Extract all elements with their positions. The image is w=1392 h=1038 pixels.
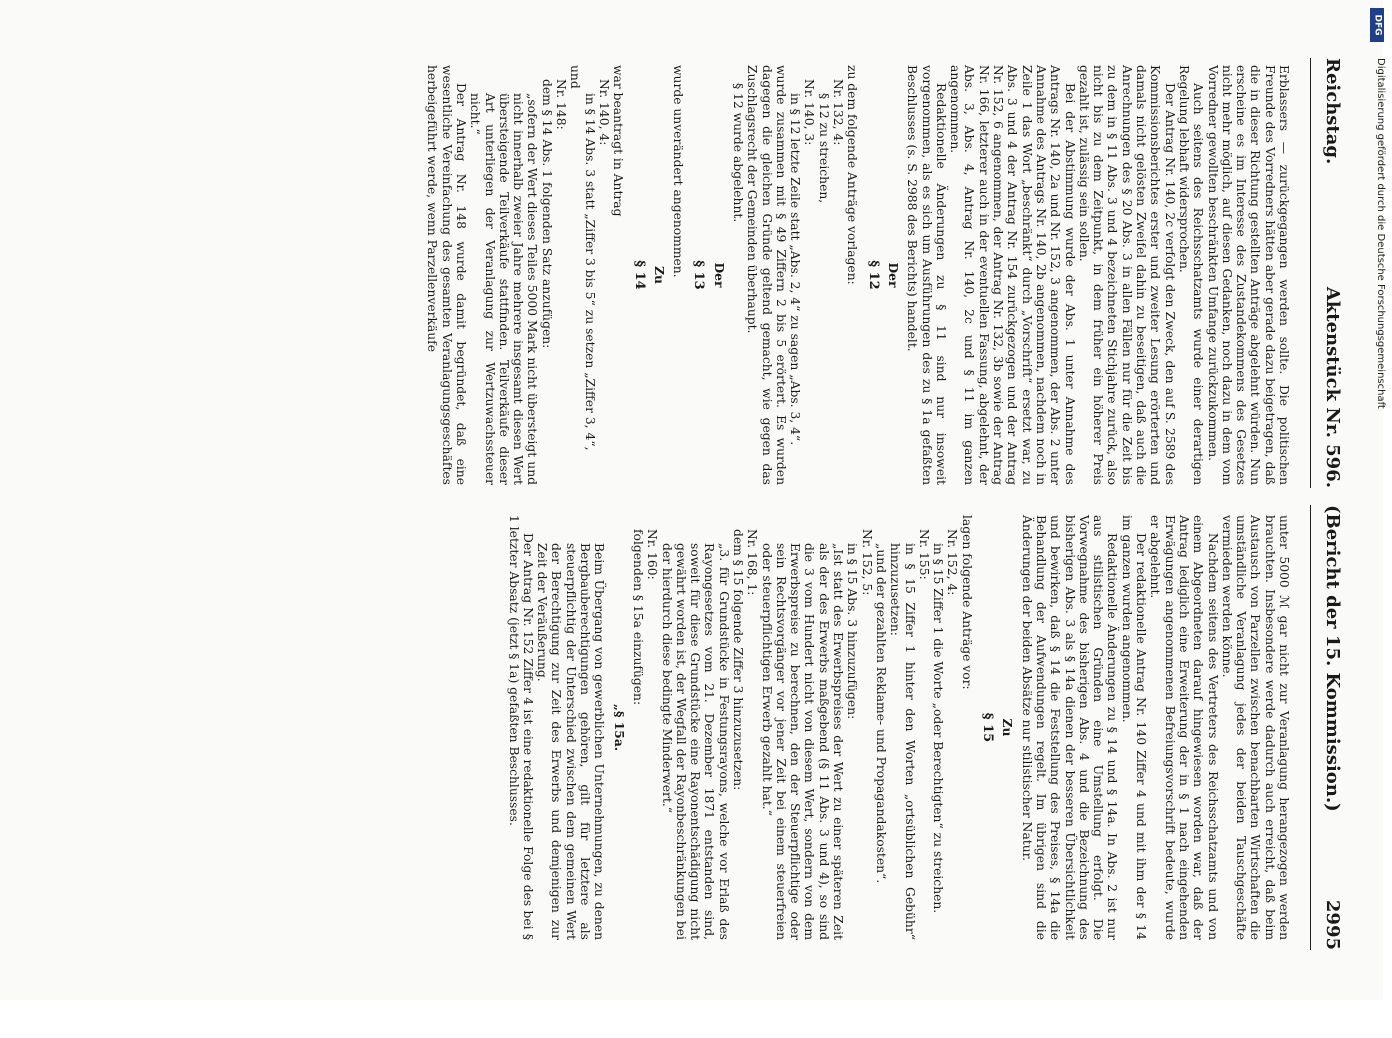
section-intro: Zu [1000, 718, 1016, 737]
digitization-credit [1370, 10, 1392, 990]
motion-number: Nr. 140, 4: [596, 79, 611, 146]
quoted-text: „3. für Grundstücke in Festungsrayons, welche vor Erlaß des Rayongesetzes vom 21. Dezember 1871 entstanden sind, soweit für diese Grundstücke eine Rayonentschädigung nicht gewährt worden ist, der Wegfall der Rayonbeschränkungen bei der hierdurch diese bedingte Minderwert.“ [659, 543, 731, 940]
motion-number: Nr. 132, 4: [831, 79, 846, 146]
dfg-logo-text: DFG [1372, 14, 1383, 36]
page-header-left [1313, 58, 1353, 488]
section-intro: Der [885, 262, 901, 288]
section-heading: § 12 [865, 260, 881, 290]
paragraph: war beantragt in Antrag [611, 65, 626, 217]
quoted-text: Beim Übergang von gewerblichen Unternehmungen, zu denen Bergbauberechtigungen gehören, gilt für letztere als steuerpflichtig der Unterschied zwischen dem gemeinen Wert der Berechtigung zur Zeit des Erwerbs und demjenigen zur Zeit der Veräußerung. [535, 543, 607, 940]
paragraph: Nachdem seitens des Vertreters des Reichsschatzamts und von einem Abgeordneten darauf hingewiesen worden war, daß der Antrag lediglich eine Erweiterung der in § 1 nach eingehenden Erwägungen angenommenen Befreiungsvorschrift bedeute, wurde er abgelehnt. [1148, 515, 1220, 940]
paragraph: Der Antrag Nr. 148 wurde damit begründet, daß eine wesentliche Vereinfachung des gesamten Veranlagungsgeschäftes herbeigeführt werde, wenn Parzellenverkäufe [425, 65, 468, 485]
section-intro: Der [711, 262, 727, 288]
paragraph: unter 5000 ℳ gar nicht zur Veranlagung herangezogen werden brauchten. Insbesondere werde dadurch auch erreicht, daß beim Austausch von Parzellen zwischen benachbarten Wirtschaften die umständliche Veranlagung jedes der beiden Tauschgeschäfte vermieden werden könne. [1219, 515, 1291, 940]
paragraph: Redaktionelle Änderungen zu § 11 sind nur insoweit vorgenommen, als es sich um Ausführungen des zu § 1a gefaßten Beschlusses (s. S. 2988 des Berichts) handelt. [905, 65, 948, 485]
paragraph: Der redaktionelle Antrag Nr. 140 Ziffer 4 und mit ihm der § 14 im ganzen wurden angenommen. [1119, 515, 1149, 940]
header-document-number: Aktenstück Nr. 596. [1322, 286, 1344, 488]
paragraph: wurde unverändert angenommen. [671, 65, 686, 278]
motion-text: § 12 zu streichen, [816, 93, 831, 204]
motion-number: Nr. 140, 3: [802, 79, 817, 146]
motion-number: Nr. 160: [645, 529, 660, 580]
motion-text: in § 15 Ziffer 1 hinter den Worten „ortsüblichen Gebühr“ hinzuzusetzen: [888, 543, 917, 940]
text-column-left [76, 65, 1291, 485]
motion-text: folgenden § 15a einzufügen: [630, 529, 645, 706]
paragraph: Auch seitens des Reichsschatzamts wurde einer derartigen Regelung lebhaft widersprochen. [1176, 65, 1206, 485]
motion-number: Nr. 155: [916, 529, 931, 580]
motion-text: in § 12 letzte Zeile statt „Abs. 2, 4“ zu sagen „Abs. 3, 4“. [788, 93, 803, 446]
page-header-right [1313, 505, 1353, 950]
section-heading: § 15 [980, 712, 996, 743]
section-intro: Zu [651, 266, 667, 284]
header-rule-left [1310, 58, 1311, 488]
paragraph: wurde zusammen mit § 49 Ziffern 2 bis 5 erörtert. Es wurden dagegen die gleichen Gründe geltend gemacht, wie gegen das Zuschlagsrecht der Gemeinden überhaupt. [745, 65, 788, 485]
motion-number: Nr. 152, 4: [945, 529, 960, 596]
text-column-right [76, 515, 1291, 940]
header-report-title: (Bericht der 15. Kommission.) [1322, 505, 1344, 812]
section-heading: „§ 15a. [611, 703, 627, 752]
paragraph: Der Antrag Nr. 140, 2c verfolgt den Zweck, den auf S. 2589 des Kommissionsberichtes erster und zweiter Lesung erörterten und damals nicht gelösten Zweifel dahin zu beseitigen, daß auch die Anrechnungen des § 20 Abs. 3 in allen Fällen nur für die Zeit bis zu dem in § 11 Abs. 3 und 4 bezeichneten Stichjahre zurück, also nicht bis zu dem Zeitpunkt, in dem früher ein höherer Preis gezahlt ist, zulässig sein sollen. [1076, 65, 1177, 485]
page-number: 2995 [1322, 899, 1344, 950]
motion-text: dem § 14 Abs. 1 folgenden Satz anzufügen: [539, 79, 554, 349]
header-publication: Reichstag. [1322, 58, 1344, 165]
credit-text: Digitalisierung gefördert durch die Deutsche Forschungsgemeinschaft [1375, 58, 1386, 409]
motion-text: in § 15 Abs. 3 hinzuzufügen: [845, 543, 860, 720]
paragraph: zu dem folgende Anträge vorlagen: [845, 65, 860, 285]
quoted-text: „sofern der Wert dieses Teiles 5000 Mark nicht übersteigt und nicht innerhalb zweier Jahre mehrere insgesamt diesen Wert übersteigende Teilverkäufe stattfinden. Teilverkäufe dieser Art unterliegen der Veranlagung zur Wertzuwachssteuer nicht.“ [468, 93, 540, 485]
quoted-text: „und der gezahlten Reklame- und Propagandakosten“. [873, 543, 888, 884]
paragraph: Erblassers — zurückgegangen werden sollte. Die politischen Freunde des Vorredners hätten aber gerade dazu beigetragen, daß die in dieser Richtung gestellten Anträge abgelehnt würden. Nun erscheine es im Interesse des Zustandekommens des Gesetzes nicht mehr möglich, auf diesen Gedanken, noch dazu in dem vom Vorredner gewollten beschränkten Umfange zurückzukommen. [1205, 65, 1291, 485]
paragraph: und [568, 65, 583, 89]
paragraph: lagen folgende Anträge vor: [959, 515, 974, 690]
motion-text: dem § 15 folgende Ziffer 3 hinzuzusetzen: [731, 529, 746, 791]
motion-number: Nr. 152, 5: [859, 529, 874, 596]
section-heading: § 13 [691, 260, 707, 290]
paragraph: Der Antrag Nr. 152 Ziffer 4 ist eine redaktionelle Folge des bei § 1 letzter Absatz (jetzt § 1a) gefaßten Beschlusses. [506, 515, 535, 940]
section-heading: § 14 [631, 260, 647, 290]
paragraph: § 12 wurde abgelehnt. [731, 83, 746, 223]
motion-text: in § 14 Abs. 3 statt „Ziffer 3 bis 5“ zu setzen „Ziffer 3, 4“, [582, 93, 597, 451]
motion-number: Nr. 148: [554, 79, 569, 130]
motion-text: in § 15 Ziffer 1 die Worte „oder Berechtigten“ zu streichen. [931, 543, 946, 914]
quoted-text: „Ist statt des Erwerbspreises der Wert zu einer späteren Zeit als der des Erwerbs maßgebend (§ 11 Abs. 3 und 4), so sind die 3 vom Hundert nicht von diesem Wert, sondern von dem Erwerbspreise zu berechnen, den der Steuerpflichtige oder sein Rechtsvorgänger vor jener Zeit bei einem steuerfreien oder steuerpflichtigen Erwerb gezahlt hat.“ [759, 543, 846, 940]
header-rule-right [1310, 505, 1311, 950]
motion-number: Nr. 168, 1: [745, 529, 760, 596]
paragraph: Bei der Abstimmung wurde der Abs. 1 unter Annahme des Antrags Nr. 140, 2a und Nr. 152, 3 angenommen, der Abs. 2 unter Annahme des Antrags Nr. 140, 2b angenommen, nachdem noch in Zeile 1 das Wort „beschränkt“ durch „Vorschrift“ ersetzt war, zu Abs. 3 und 4 der Antrag Nr. 154 zurückgezogen und der Antrag Nr. 152, 6 angenommen, der Antrag Nr. 132, 3b sowie der Antrag Nr. 166, letzterer auch in der eventuellen Fassung, abgelehnt, der Abs. 3, Abs. 4, Antrag Nr. 140, 2c und § 11 im ganzen angenommen. [948, 65, 1077, 485]
paragraph: Redaktionelle Änderungen zu § 14 und § 14a. In Abs. 2 ist nur aus stilistischen Gründen eine Umstellung erfolgt. Die Vorwegnahme des bisherigen Abs. 4 und die Bezeichnung des bisherigen Abs. 3 als § 14a dienen der besseren Übersichtlichkeit und bewirken, daß § 14 die Feststellung des Preises, § 14a die Behandlung der Aufwendungen regelt. Im übrigen sind die Änderungen der beiden Absätze nur stilistischer Natur. [1019, 515, 1120, 940]
